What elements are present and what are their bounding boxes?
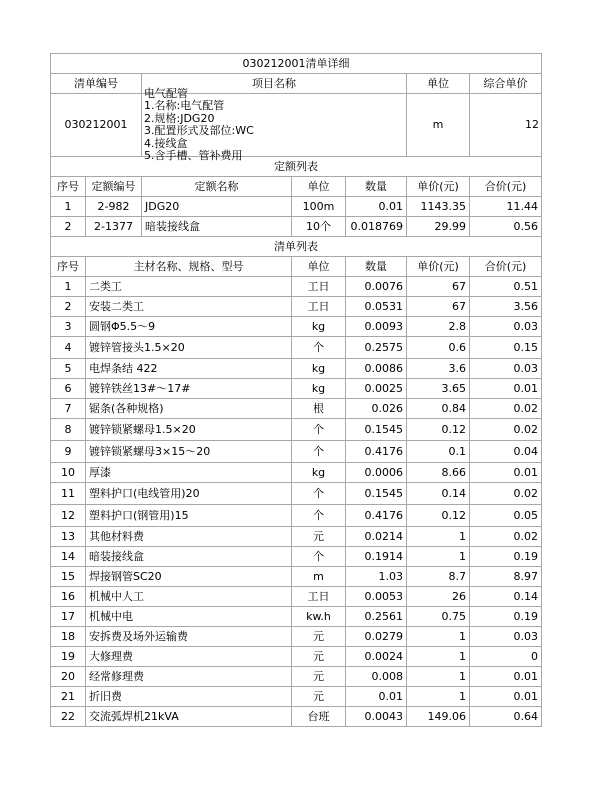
material-row [51,379,542,399]
material-name-header: 主材名称、规格、型号 [86,257,292,277]
material-total: 0 [470,647,542,667]
material-total: 0.01 [470,379,542,399]
material-no: 9 [51,441,86,463]
material-no: 8 [51,419,86,441]
material-name: 镀锌管接头1.5×20 [86,337,292,359]
material-unit: 根 [292,399,346,419]
material-total: 0.04 [470,441,542,463]
material-row [51,627,542,647]
material-no: 6 [51,379,86,399]
material-no: 17 [51,607,86,627]
material-name: 镀锌锁紧螺母3×15～20 [86,441,292,463]
material-name: 塑料护口(电线管用)20 [86,483,292,505]
material-no: 4 [51,337,86,359]
material-unit: kg [292,317,346,337]
quota-price: 1143.35 [407,197,470,217]
material-unit: 个 [292,483,346,505]
material-name: 镀锌铁丝13#～17# [86,379,292,399]
material-total: 0.03 [470,627,542,647]
material-total: 0.03 [470,359,542,379]
quota-price-header: 单价(元) [407,177,470,197]
table-title: 030212001清单详细 [51,54,542,74]
material-total: 0.19 [470,547,542,567]
material-qty: 0.2561 [346,607,407,627]
material-unit: 工日 [292,297,346,317]
bill-price: 12 [470,94,542,157]
material-price-header: 单价(元) [407,257,470,277]
material-row [51,483,542,505]
material-unit: 元 [292,687,346,707]
material-price: 1 [407,647,470,667]
material-qty: 0.4176 [346,505,407,527]
material-name: 安拆费及场外运输费 [86,627,292,647]
quota-header-row [51,177,542,197]
material-no: 11 [51,483,86,505]
material-row [51,587,542,607]
quota-no: 2 [51,217,86,237]
material-price: 8.66 [407,463,470,483]
bill-row [51,94,542,157]
material-price: 1 [407,667,470,687]
material-name: 焊接钢管SC20 [86,567,292,587]
material-name: 圆钢Φ5.5～9 [86,317,292,337]
material-unit: 个 [292,547,346,567]
material-section-row [51,237,542,257]
material-qty: 0.0086 [346,359,407,379]
material-unit: 元 [292,627,346,647]
material-name: 二类工 [86,277,292,297]
material-price: 8.7 [407,567,470,587]
bill-desc-line: 1.名称:电气配管 [144,99,225,112]
material-row [51,667,542,687]
material-unit: 个 [292,441,346,463]
material-name: 其他材料费 [86,527,292,547]
material-price: 0.84 [407,399,470,419]
material-name: 交流弧焊机21kVA [86,707,292,727]
material-qty: 0.0006 [346,463,407,483]
bill-code: 030212001 [51,94,142,157]
bill-desc-line: 5.含手槽、管补费用 [144,149,243,162]
material-no: 22 [51,707,86,727]
material-row [51,337,542,359]
material-name: 机械中电 [86,607,292,627]
material-name: 经常修理费 [86,667,292,687]
material-qty: 0.2575 [346,337,407,359]
material-qty-header: 数量 [346,257,407,277]
material-qty: 1.03 [346,567,407,587]
material-price: 2.8 [407,317,470,337]
material-total: 0.19 [470,607,542,627]
material-unit: 工日 [292,587,346,607]
material-price: 0.1 [407,441,470,463]
material-total: 0.15 [470,337,542,359]
material-qty: 0.1914 [346,547,407,567]
material-row [51,707,542,727]
quota-no-header: 序号 [51,177,86,197]
material-unit: 元 [292,647,346,667]
material-price: 26 [407,587,470,607]
material-price: 67 [407,297,470,317]
material-total: 3.56 [470,297,542,317]
material-total: 0.05 [470,505,542,527]
quota-no: 1 [51,197,86,217]
quota-qty: 0.018769 [346,217,407,237]
quota-code: 2-982 [86,197,142,217]
material-qty: 0.026 [346,399,407,419]
material-price: 3.6 [407,359,470,379]
material-price: 0.14 [407,483,470,505]
bill-code-header: 清单编号 [51,74,142,94]
material-unit: kg [292,379,346,399]
material-row [51,277,542,297]
material-name: 安装二类工 [86,297,292,317]
material-total: 8.97 [470,567,542,587]
material-total: 0.02 [470,399,542,419]
bill-unit-header: 单位 [407,74,470,94]
quota-code: 2-1377 [86,217,142,237]
material-row [51,647,542,667]
bill-price-header: 综合单价 [470,74,542,94]
material-row [51,607,542,627]
material-qty: 0.0053 [346,587,407,607]
material-unit: kg [292,463,346,483]
bill-desc-line: 2.规格:JDG20 [144,111,215,125]
quota-name-header: 定额名称 [142,177,292,197]
material-total: 0.14 [470,587,542,607]
material-no-header: 序号 [51,257,86,277]
material-qty: 0.0093 [346,317,407,337]
material-total: 0.51 [470,277,542,297]
material-qty: 0.1545 [346,419,407,441]
material-qty: 0.0024 [346,647,407,667]
title-row [51,54,542,74]
material-no: 13 [51,527,86,547]
material-unit: 个 [292,505,346,527]
bill-desc-line: 电气配管 [144,86,188,100]
material-no: 1 [51,277,86,297]
material-total-header: 合价(元) [470,257,542,277]
material-no: 20 [51,667,86,687]
bill-name-header: 项目名称 [142,74,407,94]
material-name: 大修理费 [86,647,292,667]
material-row [51,505,542,527]
material-row [51,687,542,707]
material-no: 10 [51,463,86,483]
material-row [51,317,542,337]
material-name: 锯条(各种规格) [86,399,292,419]
material-price: 0.6 [407,337,470,359]
material-price: 1 [407,627,470,647]
material-qty: 0.0531 [346,297,407,317]
quota-code-header: 定额编号 [86,177,142,197]
material-no: 7 [51,399,86,419]
material-header-row [51,257,542,277]
material-price: 3.65 [407,379,470,399]
material-price: 1 [407,547,470,567]
material-qty: 0.0214 [346,527,407,547]
material-total: 0.02 [470,527,542,547]
quota-unit: 10个 [292,217,346,237]
quota-total: 11.44 [470,197,542,217]
material-name: 机械中人工 [86,587,292,607]
material-qty: 0.0025 [346,379,407,399]
quota-name: JDG20 [142,197,292,217]
bill-detail-table [50,53,542,727]
material-row [51,527,542,547]
material-qty: 0.0076 [346,277,407,297]
material-unit: kg [292,359,346,379]
material-unit: 个 [292,419,346,441]
quota-qty: 0.01 [346,197,407,217]
quota-row [51,217,542,237]
material-total: 0.64 [470,707,542,727]
material-row [51,567,542,587]
bill-desc-line: 4.接线盒 [144,136,188,150]
material-no: 3 [51,317,86,337]
material-qty: 0.008 [346,667,407,687]
material-qty: 0.1545 [346,483,407,505]
material-price: 149.06 [407,707,470,727]
material-no: 14 [51,547,86,567]
material-row [51,399,542,419]
material-unit: kw.h [292,607,346,627]
quota-price: 29.99 [407,217,470,237]
material-qty: 0.01 [346,687,407,707]
material-no: 5 [51,359,86,379]
material-unit: 元 [292,527,346,547]
material-name: 暗装接线盒 [86,547,292,567]
material-qty: 0.4176 [346,441,407,463]
material-total: 0.01 [470,687,542,707]
material-no: 19 [51,647,86,667]
material-no: 21 [51,687,86,707]
material-unit: 个 [292,337,346,359]
material-unit: 工日 [292,277,346,297]
bill-desc-line: 3.配置形式及部位:WC [144,124,254,137]
material-qty: 0.0279 [346,627,407,647]
material-no: 16 [51,587,86,607]
quota-name: 暗装接线盒 [142,217,292,237]
material-row [51,359,542,379]
material-qty: 0.0043 [346,707,407,727]
material-section-title: 清单列表 [51,237,542,257]
material-row [51,463,542,483]
material-name: 塑料护口(钢管用)15 [86,505,292,527]
quota-section-row [51,157,542,177]
material-price: 0.75 [407,607,470,627]
bill-unit: m [407,94,470,157]
material-unit: m [292,567,346,587]
material-no: 2 [51,297,86,317]
material-total: 0.03 [470,317,542,337]
quota-qty-header: 数量 [346,177,407,197]
material-price: 0.12 [407,419,470,441]
material-unit-header: 单位 [292,257,346,277]
material-row [51,419,542,441]
quota-total: 0.56 [470,217,542,237]
material-price: 67 [407,277,470,297]
material-total: 0.02 [470,483,542,505]
material-no: 18 [51,627,86,647]
material-total: 0.02 [470,419,542,441]
quota-total-header: 合价(元) [470,177,542,197]
material-price: 0.12 [407,505,470,527]
material-name: 电焊条结 422 [86,359,292,379]
material-no: 12 [51,505,86,527]
quota-row [51,197,542,217]
material-unit: 元 [292,667,346,687]
material-price: 1 [407,527,470,547]
material-row [51,441,542,463]
material-price: 1 [407,687,470,707]
material-no: 15 [51,567,86,587]
material-total: 0.01 [470,667,542,687]
quota-unit: 100m [292,197,346,217]
quota-unit-header: 单位 [292,177,346,197]
material-row [51,297,542,317]
material-unit: 台班 [292,707,346,727]
material-name: 镀锌锁紧螺母1.5×20 [86,419,292,441]
material-total: 0.01 [470,463,542,483]
material-name: 折旧费 [86,687,292,707]
material-name: 厚漆 [86,463,292,483]
material-row [51,547,542,567]
bill-description [142,86,407,162]
quota-section-title: 定额列表 [51,157,542,177]
